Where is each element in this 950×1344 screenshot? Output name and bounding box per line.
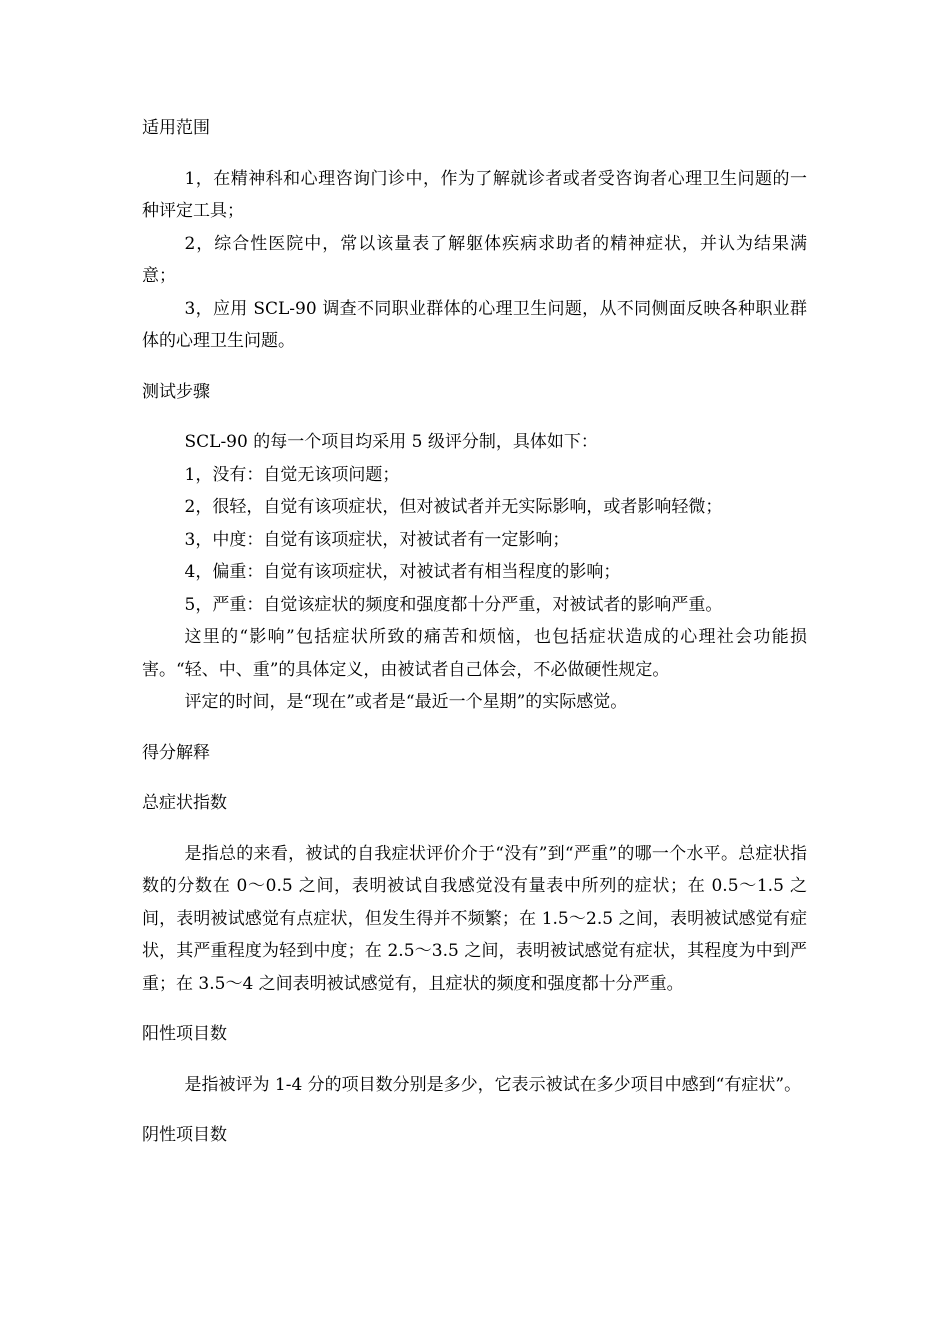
procedure-intro: SCL-90 的每一个项目均采用 5 级评分制，具体如下： [184, 432, 598, 452]
positive-items-text: 是指被评为 1-4 分的项目数分别是多少，它表示被试在多少项目中感到“有症状”。 [184, 1074, 802, 1095]
scope-item-3: 3，应用 SCL-90 调查不同职业群体的心理卫生问题，从不同侧面反映各种职业群体的心理卫生问题。 [142, 298, 807, 351]
influence-definition: 这里的“影响”包括症状所致的痛苦和烦恼，也包括症状造成的心理社会功能损害。“轻、中、重”的具体定义，由被试者自己体会，不必做硬性规定。 [142, 627, 807, 680]
rating-level-2: 2，很轻，自觉有该项症状，但对被试者并无实际影响，或者影响轻微； [184, 497, 723, 517]
section-heading-total-symptom-index: 总症状指数 [142, 793, 227, 813]
section-heading-positive-items: 阳性项目数 [142, 1024, 227, 1044]
rating-level-3: 3，中度：自觉有该项症状，对被试者有一定影响； [184, 529, 570, 550]
document-body [142, 112, 807, 1152]
scope-item-2: 2，综合性医院中，常以该量表了解躯体疾病求助者的精神症状，并认为结果满意； [142, 233, 807, 286]
section-heading-scope: 适用范围 [142, 118, 210, 138]
rating-timeframe: 评定的时间，是“现在”或者是“最近一个星期”的实际感觉。 [184, 692, 628, 712]
section-heading-negative-items: 阴性项目数 [142, 1125, 227, 1145]
section-heading-procedure: 测试步骤 [142, 381, 210, 402]
scope-item-1: 1，在精神科和心理咨询门诊中，作为了解就诊者或者受咨询者心理卫生问题的一种评定工具； [142, 168, 807, 221]
total-symptom-index-text: 是指总的来看，被试的自我症状评价介于“没有”到“严重”的哪一个水平。总症状指数的分数在 0～0.5 之间，表明被试自我感觉没有量表中所列的症状；在 0.5～1.5 之间，表明被试感觉有点症状，但发生得并不频繁；在 1.5～2.5 之间，表明被试感觉有症状，其严重程度为轻到中度；在 2.5～3.5 之间，表明被试感觉有症状，其程度为中到严重；在 3.5～4 之间表明被试感觉有，且症状的频度和强度都十分严重。 [142, 843, 807, 994]
section-heading-score-interpretation: 得分解释 [142, 742, 210, 763]
rating-level-4: 4，偏重：自觉有该项症状，对被试者有相当程度的影响； [184, 562, 621, 582]
rating-level-5: 5，严重：自觉该症状的频度和强度都十分严重，对被试者的影响严重。 [184, 594, 723, 615]
rating-level-1: 1，没有：自觉无该项问题； [184, 464, 400, 485]
